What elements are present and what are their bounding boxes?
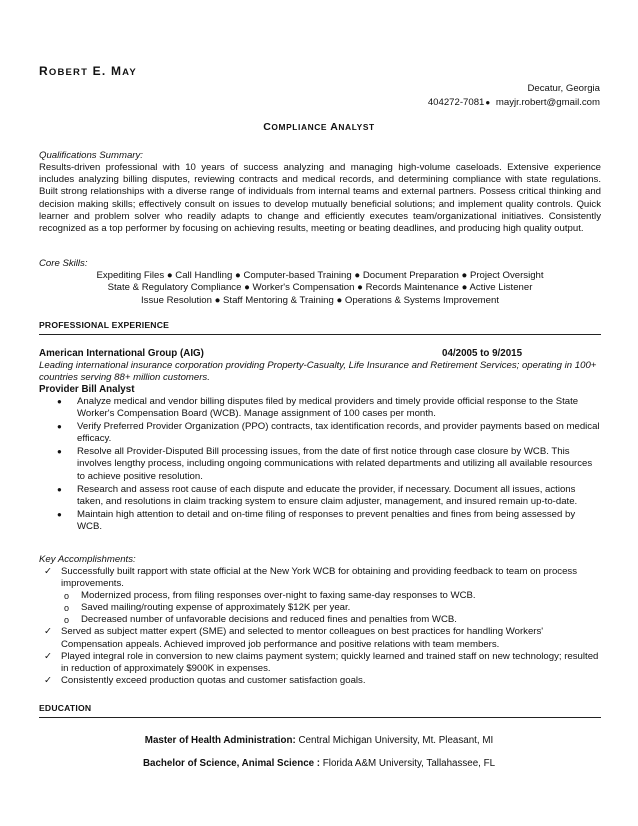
check-icon: ✓ — [44, 626, 53, 638]
section-divider — [39, 717, 601, 718]
list-item: ● Verify Preferred Provider Organization (PPO) contracts, tax identification records, and provider payments based on medical efficacy. — [57, 421, 600, 445]
responsibilities-list — [39, 396, 601, 534]
core-skills-list — [39, 270, 601, 307]
separator-bullet: ● — [485, 98, 491, 107]
education-entry-2: Bachelor of Science, Animal Science : Florida A&M University, Tallahassee, FL — [142, 758, 496, 769]
contact-email[interactable]: mayjr.robert@gmail.com — [495, 97, 600, 108]
qualifications-text: Results-driven professional with 10 years of success analyzing and managing high-volume caseloads. Extensive experience includes analyzing billing disputes, reviewing contracts and medical records, and determining compliance with state regulations. Built strong relationships with a diverse range of individuals from internal teams and external partners. Possess critical thinking and decision making skills; effectively consult on issues to develop mutually beneficial solutions; and implement quality controls. Quick learner and problem solver who readily adapts to change and efficiently executes team/organizational initiatives. Consistently recognized as a top performer by focusing on achieving results, meeting or beating deadlines, and producing high quality output. — [39, 162, 601, 235]
contact-city: Decatur, Georgia — [527, 83, 600, 94]
accomplishment-item: ✓ Successfully built rapport with state official at the New York WCB for obtaining and providing feedback to team on process improvements. — [44, 566, 578, 590]
accomplishment-item: ✓ Served as subject matter expert (SME) and selected to mentor colleagues on best practices for handling Workers' Compensation appeals. Achieved improved job performance and positive relations with team members. — [44, 626, 544, 650]
experience-heading: PROFESSIONAL EXPERIENCE — [39, 320, 170, 330]
contact-phone: 404272-7081 — [427, 97, 485, 108]
check-icon: ✓ — [44, 650, 53, 662]
qualifications-label: Qualifications Summary: — [39, 150, 143, 161]
job-title: COMPLIANCE ANALYST — [263, 121, 375, 133]
job-dates: 04/2005 to 9/2015 — [442, 348, 523, 359]
education-heading: EDUCATION — [39, 703, 92, 713]
list-item: ● Research and assess root cause of each dispute and educate the provider, if necessary. Document all issues, actions taken, and resolutions in claim tracking system to ensure claim adjuster, management, and insured remain up-to-date. — [57, 483, 578, 507]
accomplishment-subitem: o Decreased number of unfavorable decisions and reduced fines and penalties from WCB. — [64, 614, 457, 626]
accomplishments-list — [39, 566, 601, 687]
education-entry-1: Master of Health Administration: Central Michigan University, Mt. Pleasant, MI — [144, 735, 494, 746]
candidate-name: ROBERT E. MAY — [39, 64, 137, 78]
accomplishment-item: ✓ Consistently exceed production quotas and customer satisfaction goals. — [44, 674, 366, 686]
company-description: Leading international insurance corporation providing Property-Casualty, Life Insurance and Retirement Services; operating in 100+ countries serving 88+ million customers. — [39, 360, 597, 383]
check-icon: ✓ — [44, 566, 53, 577]
accomplishment-subitem: o Saved mailing/routing expense of approximately $12K per year. — [64, 602, 351, 614]
check-icon: ✓ — [44, 674, 53, 686]
skills-line-1: Expediting Files ● Call Handling ● Computer-based Training ● Document Preparation ● Project Oversight — [96, 270, 544, 281]
skills-line-2: State & Regulatory Compliance ● Worker's Compensation ● Records Maintenance ● Active Listener — [107, 282, 533, 294]
skills-line-3: Issue Resolution ● Staff Mentoring & Training ● Operations & Systems Improvement — [140, 294, 499, 306]
contact-line — [428, 97, 600, 108]
role-title: Provider Bill Analyst — [39, 384, 135, 395]
list-item: ● Maintain high attention to detail and on-time filing of responses to prevent penalties and fines from being assessed by WCB. — [57, 508, 576, 532]
accomplishments-label: Key Accomplishments: — [39, 554, 136, 565]
list-item: ● Analyze medical and vendor billing disputes filed by medical providers and timely provide official response to the State Worker's Compensation Board (WCB). Manage assignment of 100 cases per month. — [57, 396, 579, 420]
company-name: American International Group (AIG) — [39, 348, 204, 359]
job-header — [39, 348, 601, 359]
core-skills-label: Core Skills: — [39, 258, 88, 269]
section-divider — [39, 334, 601, 335]
accomplishment-item: ✓ Played integral role in conversion to new claims payment system; quickly learned and trained staff on new technology; resulted in reduction of approximately $900K in expenses. — [44, 650, 599, 674]
accomplishment-subitem: o Modernized process, from filing responses over-night to faxing same-day responses to WCB. — [64, 590, 476, 602]
list-item: ● Resolve all Provider-Disputed Bill processing issues, from the date of first notice through case closure by WCB. This involves lengthy process, including ongoing communications with related departments and utilizing all available resources to achieve positive resolution. — [57, 446, 593, 482]
